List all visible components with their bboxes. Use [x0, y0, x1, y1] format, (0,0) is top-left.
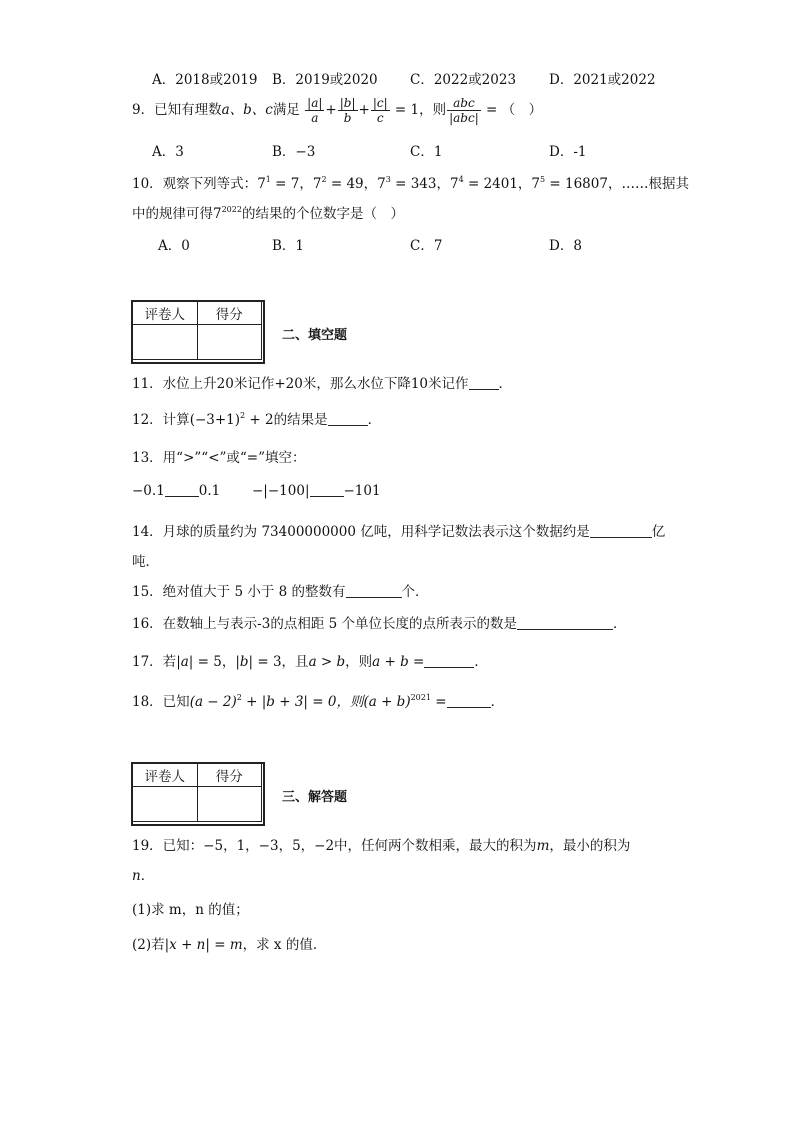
question-13: 13．用“>”“<”或“=”填空： — [132, 450, 306, 466]
q8-option-c: C．2022或2023 — [410, 72, 517, 88]
question-9: 9．已知有理数a、b、c满足 $\frac{|a|}{a}$ + $\frac{|b|}{b}$ + $\frac{|c|}{c}$ = 1，则 $\frac{\text{abc}}{\text{|abc|}}$ = （ ） — [132, 96, 543, 125]
answer-blank[interactable] — [469, 375, 499, 390]
question-14-line1: 14．月球的质量约为 73400000000 亿吨，用科学记数法表示这个数据约是 亿 — [132, 524, 666, 540]
q8-option-a: A．2018或2019 — [152, 72, 258, 88]
question-18: 18．已知$(a - 2)^2 + |b + 3| = 0$，则$(a + b)^{2021}$ = ． — [132, 693, 505, 710]
score-box-label-score: 得分 — [197, 302, 262, 325]
score-box-1 — [131, 300, 265, 364]
score-box-label-reviewer: 评卷人 — [133, 764, 198, 787]
q9-option-c: C．1 — [410, 144, 443, 160]
question-19-line1: 19．已知：−5，1，−3，5，−2中，任何两个数相乘，最大的积为m，最小的积为 — [132, 838, 631, 854]
score-box-2 — [131, 762, 265, 826]
question-19-part2: (2)若|x + n| = m，求 x 的值． — [132, 937, 327, 953]
answer-blank[interactable] — [590, 523, 652, 538]
answer-blank[interactable] — [424, 653, 474, 668]
question-10-line2: 中的规律可得$7^{2022}$的结果的个位数字是（ ） — [132, 205, 404, 222]
answer-blank[interactable] — [346, 583, 402, 598]
answer-blank[interactable] — [328, 411, 368, 426]
q8-option-b: B．2019或2020 — [272, 72, 378, 88]
question-17: 17．若|a| = 5，|b| = 3，且a > b，则a + b = ． — [132, 654, 488, 670]
q9-option-b: B．−3 — [272, 144, 316, 160]
answer-blank[interactable] — [310, 482, 344, 497]
score-box-label-reviewer: 评卷人 — [133, 302, 198, 325]
q9-option-a: A．3 — [152, 144, 184, 160]
q10-option-d: D．8 — [549, 238, 582, 254]
q8-option-d: D．2021或2022 — [549, 72, 656, 88]
question-13-part1: −0.1 0.1 — [132, 483, 221, 499]
question-13-part2: −|−100| −101 — [252, 483, 381, 499]
question-19-line2: n． — [132, 868, 155, 884]
fraction-a: $\frac{|a|}{a}$ — [307, 96, 323, 125]
q10-option-a: A．0 — [158, 238, 190, 254]
score-box-score-cell[interactable] — [197, 787, 262, 822]
section-title-answer: 三、解答题 — [282, 790, 348, 805]
q10-option-b: B．1 — [272, 238, 305, 254]
fraction-b: $\frac{|b|}{b}$ — [339, 96, 356, 125]
fraction-abc: $\frac{\text{abc}}{\text{|abc|}}$ — [449, 96, 479, 125]
answer-blank[interactable] — [447, 693, 491, 708]
answer-blank[interactable] — [517, 615, 613, 630]
question-16: 16．在数轴上与表示-3的点相距 5 个单位长度的点所表示的数是 ． — [132, 616, 627, 632]
fraction-c: $\frac{|c|}{c}$ — [372, 96, 388, 125]
q9-option-d: D．-1 — [549, 144, 587, 160]
score-box-reviewer-cell[interactable] — [133, 325, 198, 360]
question-15: 15．绝对值大于 5 小于 8 的整数有 个． — [132, 584, 429, 600]
question-10-line1: 10．观察下列等式：$7^1 = 7$，$7^2 = 49$，$7^3 = 343$，$7^4 = 2401$，$7^5 = 16807$，……根据其 — [132, 175, 689, 192]
question-11: 11．水位上升20米记作+20米，那么水位下降10米记作 ． — [132, 376, 513, 392]
q10-option-c: C．7 — [410, 238, 443, 254]
score-box-reviewer-cell[interactable] — [133, 787, 198, 822]
question-19-part1: (1)求 m，n 的值； — [132, 902, 249, 918]
section-title-fill-blank: 二、填空题 — [282, 328, 348, 343]
answer-blank[interactable] — [165, 482, 199, 497]
score-box-score-cell[interactable] — [197, 325, 262, 360]
score-box-label-score: 得分 — [197, 764, 262, 787]
question-12: 12．计算$(-3+1)^2 + 2$的结果是 ． — [132, 411, 382, 428]
question-14-line2: 吨． — [132, 554, 159, 570]
